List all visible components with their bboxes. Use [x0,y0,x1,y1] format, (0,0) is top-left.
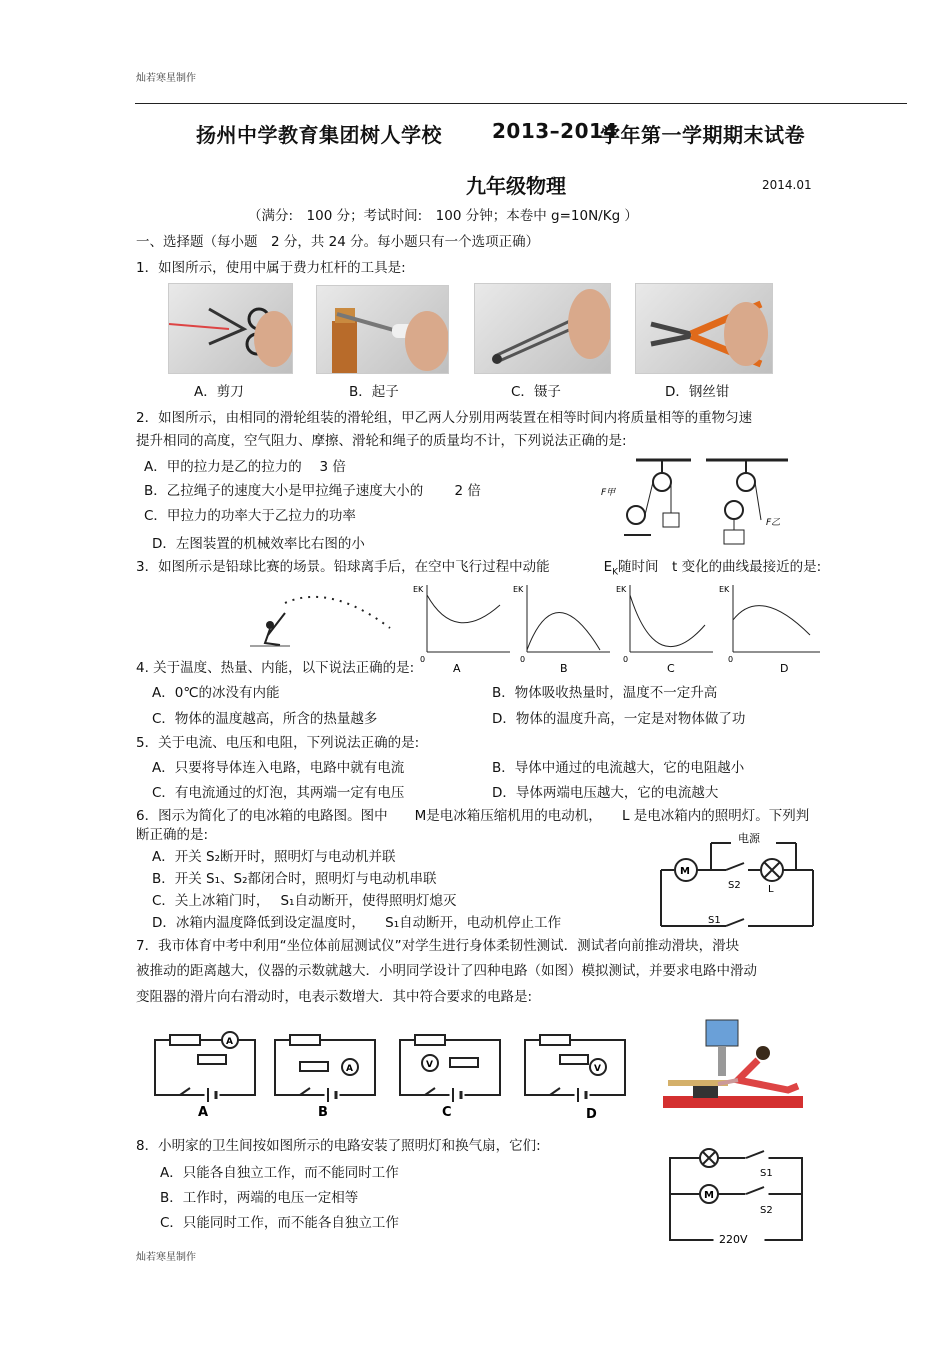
flex-test-circuits [150,1030,640,1120]
meter-label: V [594,1064,601,1074]
motor-label: M [680,866,690,877]
q5-option-d: D．导体两端电压越大，它的电流越大 [492,785,719,801]
circuit-c [400,1035,500,1120]
q4-option-a: A．0℃的冰没有内能 [152,685,280,701]
q2-stem-line2: 提升相同的高度，空气阻力、摩擦、滑轮和绳子的质量均不计，下列说法正确的是: [136,433,627,449]
bathroom-circuit [664,1146,810,1246]
q1-option-d: D．钢丝钳 [665,384,730,400]
graph-label-d: D [780,662,789,675]
q7-stem-line3: 变阻器的滑片向右滑动时，电表示数增大．其中符合要求的电路是: [136,989,533,1005]
flexibility-tester-photo [658,1018,806,1110]
s2-label: S2 [728,880,741,891]
q5-option-b: B．导体中通过的电流越大，它的电阻越小 [492,760,745,776]
graph-a [413,585,510,675]
exam-date: 2014.01 [762,178,812,192]
q2-option-a: A．甲的拉力是乙的拉力的 3 倍 [144,459,346,475]
lamp-label: L [768,884,774,895]
f-jia-label: F甲 [601,488,616,498]
circuit-b [275,1035,375,1120]
pliers-photo [635,283,773,374]
q8-stem: 8．小明家的卫生间按如图所示的电路安装了照明灯和换气扇，它们: [136,1138,541,1154]
exam-year: 2013–2014 [492,119,618,143]
q4-stem: 4. 关于温度、热量、内能，以下说法正确的是: [136,660,415,676]
q8-option-c: C．只能同时工作，而不能各自独立工作 [160,1215,399,1231]
q6-option-c: C．关上冰箱门时， S₁自动断开，使得照明灯熄灭 [152,893,457,909]
q3-stem-tail: 随时间 t 变化的曲线最接近的是: [618,559,822,575]
graph-label-a: A [453,662,461,675]
exam-school: 扬州中学教育集团树人学校 [196,123,442,147]
axis-y-label: EK [719,585,730,594]
circuit-a [155,1032,255,1120]
graph-label-c: C [667,662,675,675]
q2-stem-line1: 2．如图所示，由相同的滑轮组装的滑轮组，甲乙两人分别用两装置在相等时间内将质量相等的重物匀速 [136,410,753,426]
q2-option-b: B．乙拉绳子的速度大小是甲拉绳子速度大小的 2 倍 [144,483,481,499]
axis-origin: 0 [420,655,426,664]
q1-stem: 1．如图所示，使用中属于费力杠杆的工具是: [136,260,406,276]
circuit-label-b: B [318,1105,328,1120]
q7-stem-line1: 7．我市体育中考中利用“坐位体前屈测试仪”对学生进行身体柔韧性测试．测试者向前推动滑块，滑块 [136,938,740,954]
q7-stem-line2: 被推动的距离越大，仪器的示数就越大．小明同学设计了四种电路（如图）模拟测试，并要求电路中滑动 [136,963,757,979]
f-yi-label: F乙 [766,518,781,528]
q8-option-a: A．只能各自独立工作，而不能同时工作 [160,1165,399,1181]
q3-stem [136,558,821,582]
exam-subject: 九年级物理 [466,174,566,198]
q6-stem-line2: 断正确的是: [136,827,209,843]
scissors-photo [168,283,293,374]
pulley-figure [596,455,796,547]
fridge-circuit [656,828,821,933]
tweezers-photo [474,283,611,374]
power-label: 电源 [738,832,760,845]
axis-y-label: EK [413,585,424,594]
q2-option-d: D．左图装置的机械效率比右图的小 [152,536,365,552]
graph-d [719,585,820,675]
header-rule [135,103,907,104]
axis-y-label: EK [616,585,627,594]
s1-label: S1 [760,1168,773,1179]
q6-stem-line1: 6．图示为简化了的电冰箱的电路图。图中 M是电冰箱压缩机用的电动机， L 是电冰箱内的照明灯。下列判 [136,808,810,824]
q5-stem: 5．关于电流、电压和电阻，下列说法正确的是: [136,735,420,751]
s2-label: S2 [760,1205,773,1216]
q5-option-c: C．有电流通过的灯泡，其两端一定有电压 [152,785,405,801]
exam-term: 学年第一学期期末试卷 [600,123,805,147]
s1-label: S1 [708,915,721,926]
q2-option-c: C．甲拉力的功率大于乙拉力的功率 [144,508,356,524]
q6-option-d: D．冰箱内温度降低到设定温度时， S₁自动断开，电动机停止工作 [152,915,562,931]
fan-motor-label: M [704,1190,714,1201]
q8-option-b: B．工作时，两端的电压一定相等 [160,1190,359,1206]
q4-option-b: B．物体吸收热量时，温度不一定升高 [492,685,718,701]
q4-option-c: C．物体的温度越高，所含的热量越多 [152,711,378,727]
meter-label: V [426,1060,433,1070]
ek-time-graphs [405,580,825,676]
maker-header: 灿若寒星制作 [136,73,196,84]
q5-option-a: A．只要将导体连入电路，电路中就有电流 [152,760,405,776]
scissors-icon [169,284,292,373]
circuit-label-c: C [442,1105,452,1120]
graph-b [513,585,610,675]
graph-label-b: B [560,662,568,675]
bottle-opener-photo [316,285,449,374]
q1-option-b: B．起子 [349,384,399,400]
q6-option-a: A．开关 S₂断开时，照明灯与电动机并联 [152,849,396,865]
pliers-icon [636,284,772,373]
maker-footer: 灿若寒星制作 [136,1252,196,1263]
axis-origin: 0 [728,655,734,664]
q1-option-a: A．剪刀 [194,384,244,400]
q3-stem-sub: K [612,567,619,578]
tweezers-icon [475,284,610,373]
bottle-opener-icon [317,286,448,373]
meter-label: A [226,1037,233,1047]
q3-stem-main: 3．如图所示是铅球比赛的场景。铅球离手后，在空中飞行过程中动能 E [136,559,613,575]
circuit-d [525,1035,625,1120]
circuit-label-d: D [586,1107,597,1120]
section-heading: 一、选择题（每小题 2 分，共 24 分。每小题只有一个选项正确） [136,234,540,250]
meter-label: A [346,1064,353,1074]
axis-y-label: EK [513,585,524,594]
q6-option-b: B．开关 S₁、S₂都闭合时，照明灯与电动机串联 [152,871,437,887]
graph-c [616,585,713,675]
q4-option-d: D．物体的温度升高，一定是对物体做了功 [492,711,746,727]
exam-info: （满分: 100 分；考试时间: 100 分钟；本卷中 g=10N/Kg ） [248,208,638,224]
shot-put-scene [250,583,420,653]
axis-origin: 0 [520,655,526,664]
circuit-label-a: A [198,1105,209,1120]
voltage-label: 220V [719,1233,748,1246]
q1-option-c: C．镊子 [511,384,561,400]
axis-origin: 0 [623,655,629,664]
